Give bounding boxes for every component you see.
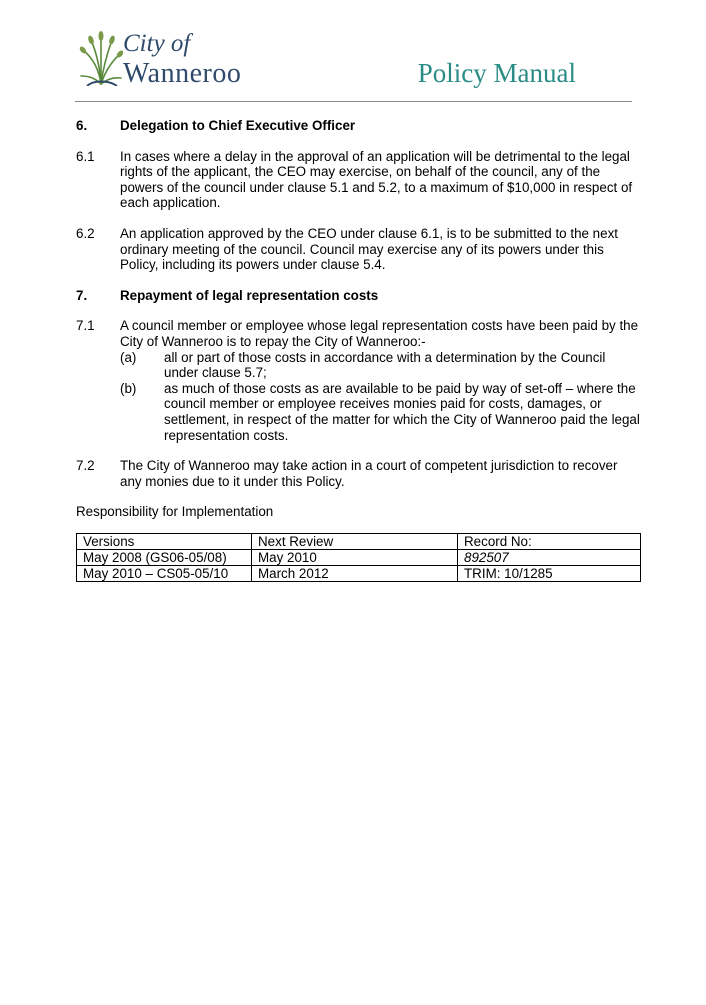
clause-7-2 [76, 458, 641, 489]
subclause-a [120, 350, 641, 381]
kangaroo-paw-plant-icon [79, 30, 123, 86]
section-title: Repayment of legal representation costs [120, 287, 379, 303]
subclause-label: (a) [120, 349, 137, 365]
table-cell: March 2012 [252, 565, 458, 581]
table-cell: May 2008 (GS06-05/08) [77, 549, 252, 565]
section-6-heading [76, 118, 641, 134]
document-body [76, 118, 641, 582]
records-table [76, 533, 641, 582]
page-header [0, 0, 706, 102]
header-cell: Next Review [252, 533, 458, 549]
subclause-label: (b) [120, 380, 137, 396]
table-cell: TRIM: 10/1285 [458, 565, 641, 581]
clause-text: A council member or employee whose legal representation costs have been paid by the City of Wanneroo is to repay the City of Wanneroo:- [120, 318, 639, 349]
table-cell: 892507 [458, 549, 641, 565]
section-7-heading [76, 288, 641, 304]
responsibility-label: Responsibility for Implementation [76, 504, 274, 520]
section-number: 6. [76, 118, 88, 133]
clause-number: 7.1 [76, 318, 95, 334]
section-title: Delegation to Chief Executive Officer [120, 118, 356, 133]
clause-body [120, 318, 641, 443]
document-title: Policy Manual [417, 58, 576, 88]
clause-text: An application approved by the CEO under clause 6.1, is to be submitted to the next ordinary meeting of the council. Council may exercise any of its powers under this Policy, including its powers under clause 5.4. [120, 225, 618, 273]
table-header-row [77, 533, 641, 549]
header-cell: Record No: [458, 533, 641, 549]
subclause-text: as much of those costs as are available to be paid by way of set-off – where the council member or employee receives monies paid for costs, damages, or settlement, in respect of the matter for which the City of Wanneroo paid the legal representation costs. [164, 380, 640, 443]
logo-wanneroo: Wanneroo [123, 58, 242, 89]
table-cell: May 2010 [252, 549, 458, 565]
clause-6-1 [76, 149, 641, 211]
header-divider [75, 101, 632, 102]
table-row [77, 565, 641, 581]
clause-number: 6.2 [76, 225, 95, 241]
subclause-text: all or part of those costs in accordance with a determination by the Council under clause 5.7; [164, 349, 606, 381]
clause-6-2 [76, 226, 641, 273]
table-row [77, 549, 641, 565]
clause-number: 6.1 [76, 148, 95, 164]
clause-text: In cases where a delay in the approval of an application will be detrimental to the legal rights of the applicant, the CEO may exercise, on behalf of the council, any of the powers of the council under clause 5.1 and 5.2, to a maximum of $10,000 in respect of each application. [120, 148, 633, 211]
section-number: 7. [76, 287, 88, 303]
subclause-b [120, 381, 641, 443]
header-cell: Versions [77, 533, 252, 549]
clause-number: 7.2 [76, 458, 95, 474]
logo-city-of: City of [123, 30, 191, 57]
clause-text: The City of Wanneroo may take action in a court of competent jurisdiction to recover any monies due to it under this Policy. [120, 458, 618, 489]
clause-7-1 [76, 318, 641, 443]
table-cell: May 2010 – CS05-05/10 [77, 565, 252, 581]
